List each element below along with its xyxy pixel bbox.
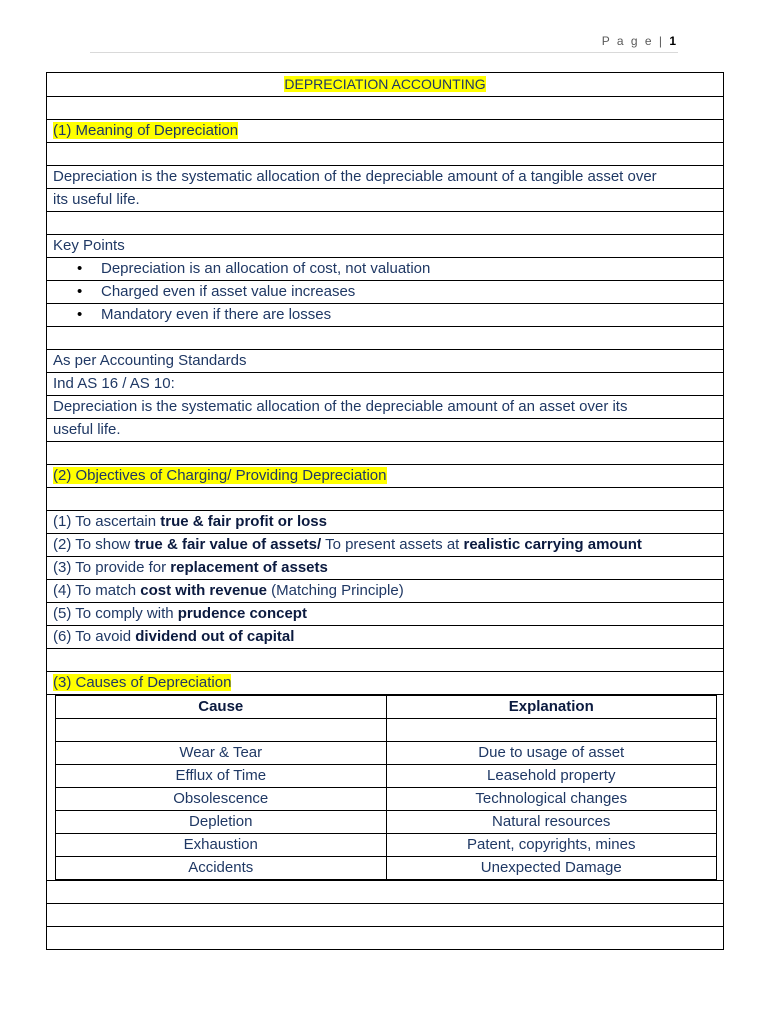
explanation-cell: Leasehold property <box>386 765 717 788</box>
column-header-explanation: Explanation <box>386 696 717 719</box>
standard-definition-line: Depreciation is the systematic allocation of the depreciable amount of an asset over its <box>47 396 724 419</box>
empty-row <box>47 649 724 672</box>
explanation-cell: Technological changes <box>386 788 717 811</box>
key-point-item <box>47 304 724 327</box>
cause-cell: Accidents <box>56 857 387 880</box>
table-row <box>56 857 717 880</box>
causes-table <box>55 695 717 880</box>
section-heading: (1) Meaning of Depreciation <box>53 122 239 139</box>
cause-cell: Depletion <box>56 811 387 834</box>
objective-item <box>47 603 724 626</box>
bullet-icon: • <box>77 283 83 300</box>
empty-row <box>47 927 724 950</box>
objective-mid: To present assets at <box>321 536 464 553</box>
empty-row <box>47 143 724 166</box>
table-row <box>56 788 717 811</box>
standard-name: Ind AS 16 / AS 10: <box>47 373 724 396</box>
explanation-cell: Due to usage of asset <box>386 742 717 765</box>
title-cell <box>47 73 724 97</box>
key-point-text: Charged even if asset value increases <box>101 283 356 300</box>
key-point-text: Mandatory even if there are losses <box>101 306 332 323</box>
objective-emphasis: replacement of assets <box>170 559 328 576</box>
page-number: 1 <box>669 34 676 48</box>
objective-emphasis: true & fair profit or loss <box>160 513 327 530</box>
standards-label: As per Accounting Standards <box>47 350 724 373</box>
empty-cell <box>386 719 717 742</box>
explanation-cell: Unexpected Damage <box>386 857 717 880</box>
empty-row <box>47 488 724 511</box>
empty-cell <box>56 719 387 742</box>
empty-row <box>47 904 724 927</box>
objective-emphasis: realistic carrying amount <box>463 536 642 553</box>
cause-cell: Obsolescence <box>56 788 387 811</box>
objective-suffix: (Matching Principle) <box>266 582 404 599</box>
table-row <box>56 765 717 788</box>
bullet-icon: • <box>77 260 83 277</box>
objective-prefix: (2) To show <box>53 536 135 553</box>
table-row <box>56 742 717 765</box>
section-heading: (2) Objectives of Charging/ Providing Depreciation <box>53 467 387 484</box>
cause-cell: Wear & Tear <box>56 742 387 765</box>
cause-cell: Exhaustion <box>56 834 387 857</box>
page-label: P a g e | <box>601 34 664 48</box>
table-row <box>56 811 717 834</box>
objective-emphasis: dividend out of capital <box>135 628 295 645</box>
cause-cell: Efflux of Time <box>56 765 387 788</box>
empty-row <box>47 327 724 350</box>
objective-prefix: (4) To match <box>53 582 141 599</box>
empty-row <box>47 881 724 904</box>
objective-prefix: (3) To provide for <box>53 559 171 576</box>
objective-prefix: (1) To ascertain <box>53 513 161 530</box>
objective-item <box>47 580 724 603</box>
section1-heading-cell <box>47 120 724 143</box>
objective-item <box>47 534 724 557</box>
document-title: DEPRECIATION ACCOUNTING <box>284 76 486 92</box>
key-point-item <box>47 258 724 281</box>
key-point-item <box>47 281 724 304</box>
document-table <box>46 72 724 950</box>
header-rule <box>90 52 678 53</box>
section3-heading-cell <box>47 672 724 695</box>
objective-item <box>47 626 724 649</box>
section-heading: (3) Causes of Depreciation <box>53 674 232 691</box>
objective-emphasis: true & fair value of assets/ <box>134 536 322 553</box>
empty-row <box>47 442 724 465</box>
objective-emphasis: cost with revenue <box>140 582 267 599</box>
objective-prefix: (6) To avoid <box>53 628 136 645</box>
key-points-label: Key Points <box>47 235 724 258</box>
objective-item <box>47 511 724 534</box>
section2-heading-cell <box>47 465 724 488</box>
page-header <box>0 34 676 48</box>
table-row <box>56 834 717 857</box>
definition-line: Depreciation is the systematic allocation of the depreciable amount of a tangible asset over <box>47 166 724 189</box>
explanation-cell: Natural resources <box>386 811 717 834</box>
key-point-text: Depreciation is an allocation of cost, not valuation <box>101 260 431 277</box>
objective-emphasis: prudence concept <box>177 605 307 622</box>
explanation-cell: Patent, copyrights, mines <box>386 834 717 857</box>
empty-row <box>47 212 724 235</box>
definition-line: its useful life. <box>47 189 724 212</box>
standard-definition-line: useful life. <box>47 419 724 442</box>
empty-row <box>47 97 724 120</box>
bullet-icon: • <box>77 306 83 323</box>
column-header-cause: Cause <box>56 696 387 719</box>
objective-item <box>47 557 724 580</box>
objective-prefix: (5) To comply with <box>53 605 178 622</box>
causes-table-cell <box>47 695 724 881</box>
